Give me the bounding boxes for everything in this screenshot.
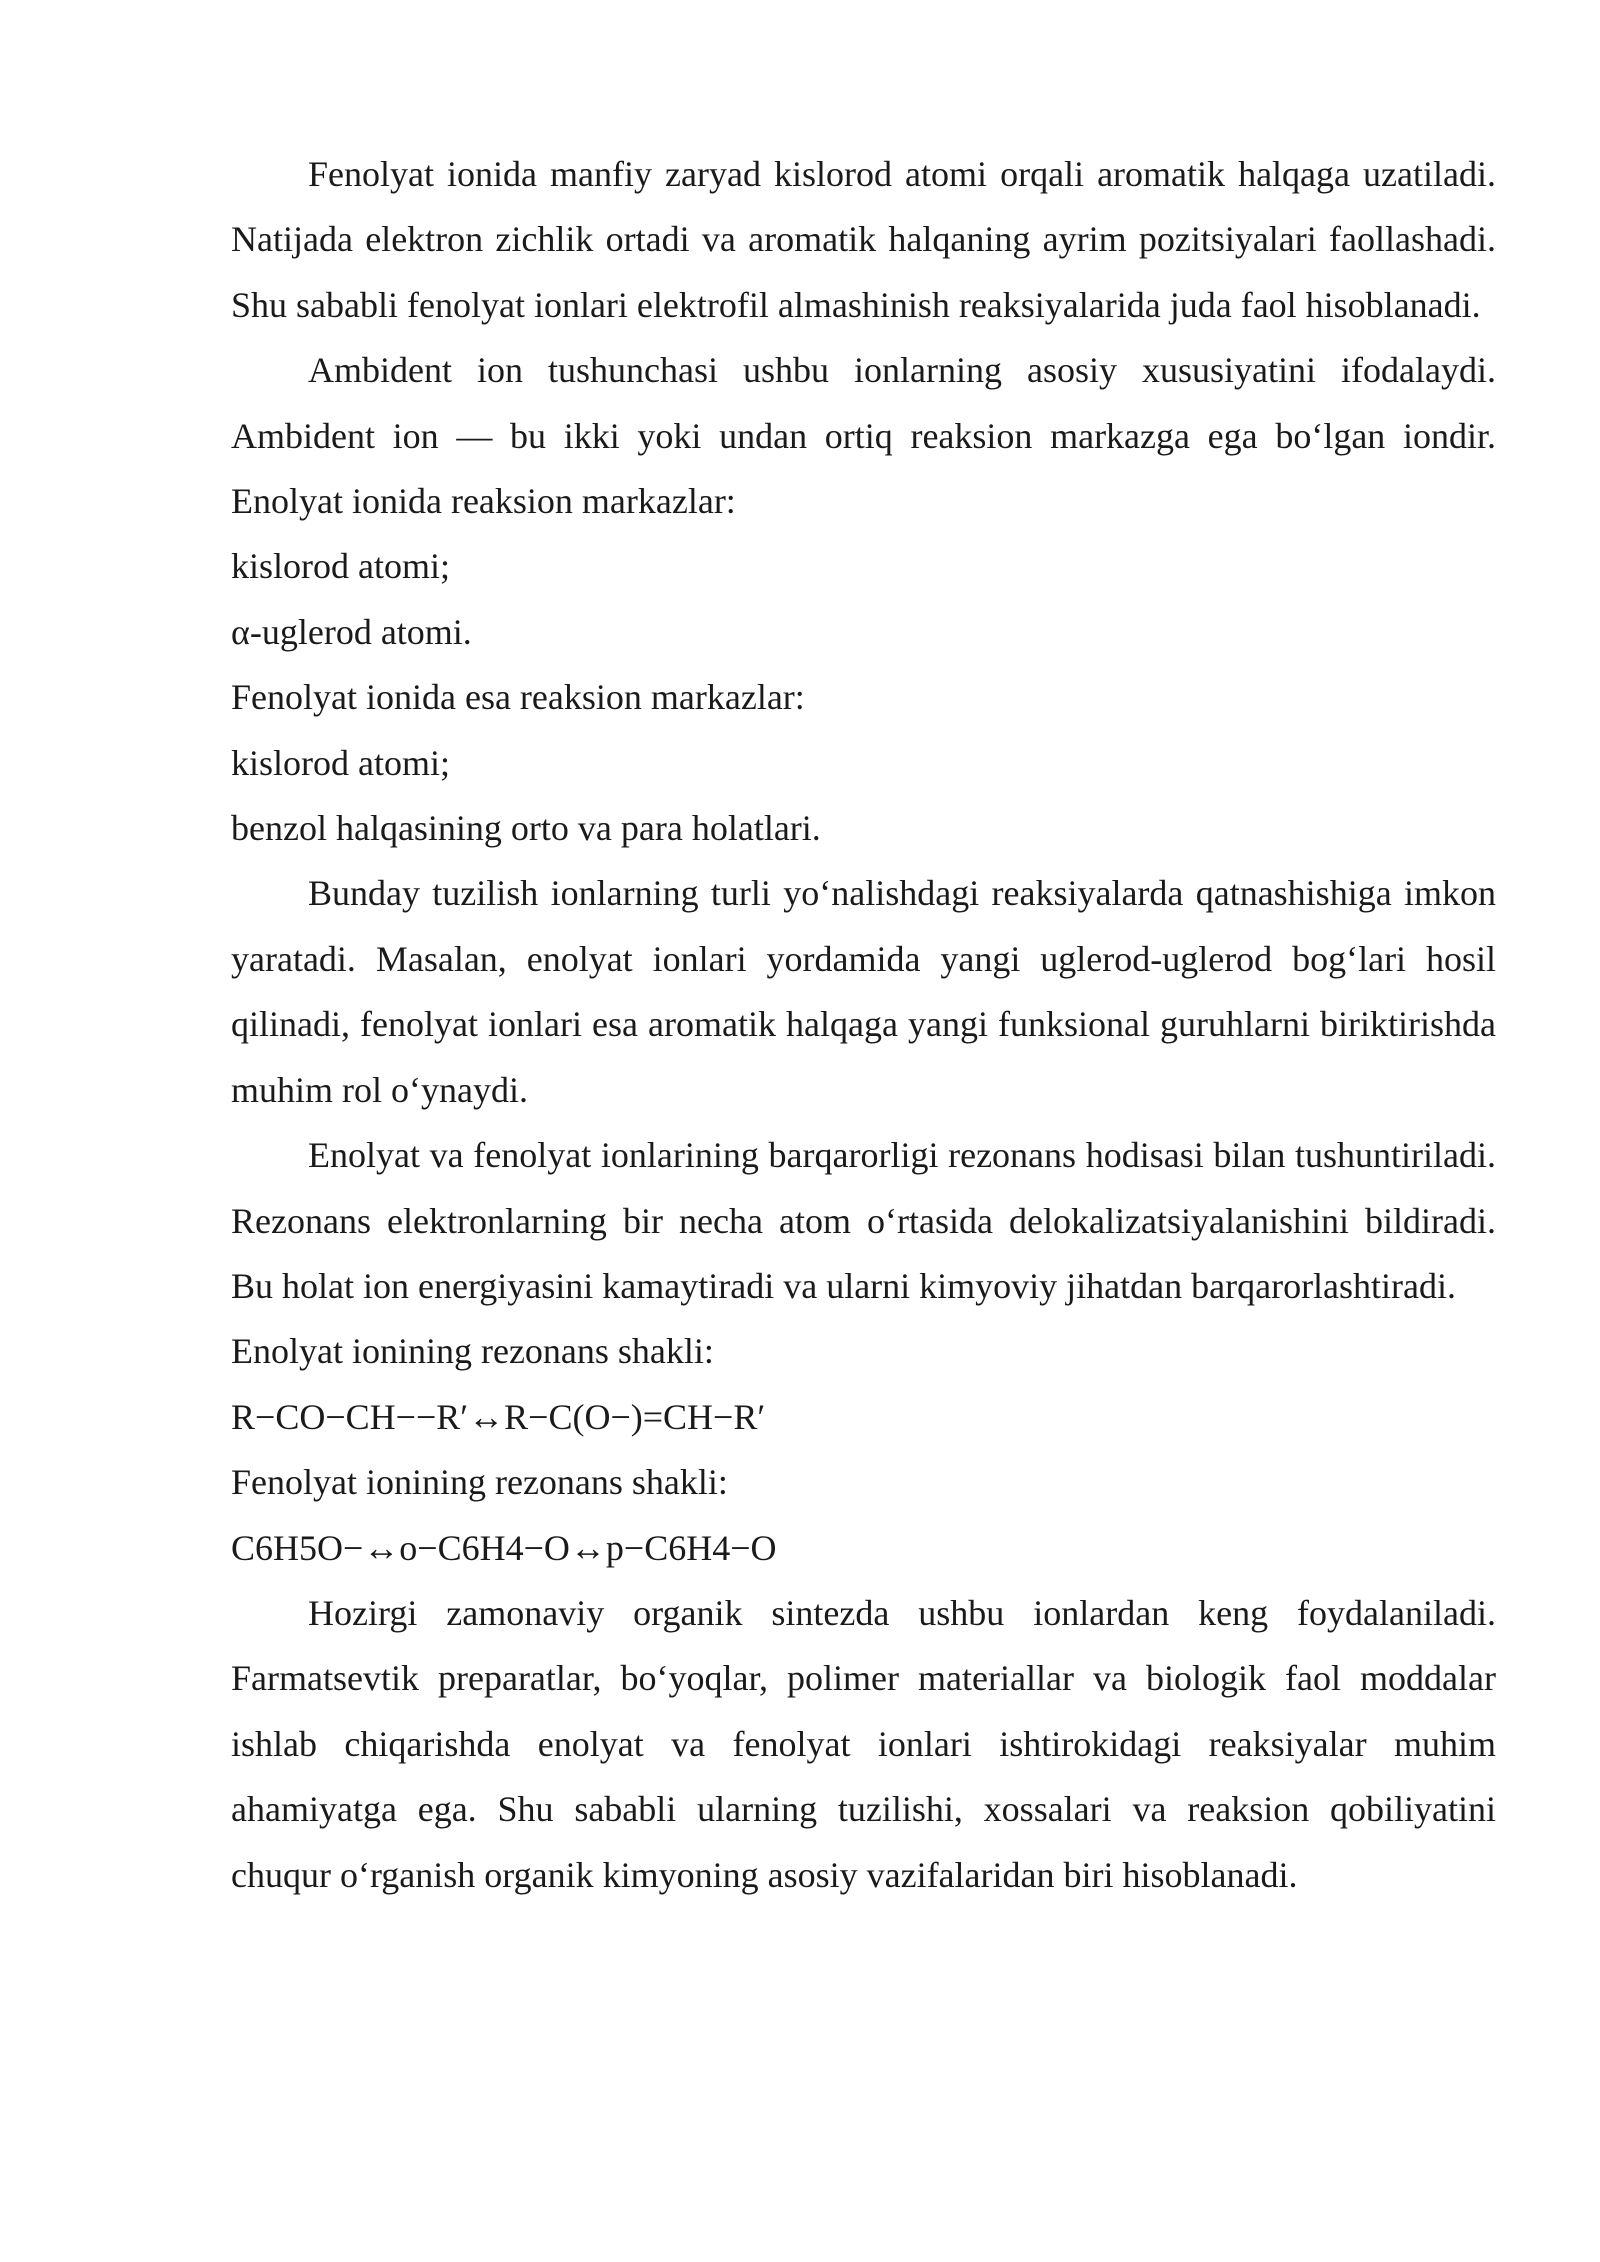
list-item-phenolate-ring: benzol halqasining orto va para holatlari. [231, 808, 821, 849]
document-page [231, 142, 1496, 1908]
list-item-enolate-alpha-carbon: α-uglerod atomi. [231, 611, 472, 652]
list-item-phenolate-oxygen: kislorod atomi; [231, 742, 450, 783]
paragraph-resonance-stability: Enolyat va fenolyat ionlarining barqarorligi rezonans hodisasi bilan tushuntiriladi. Rezonans elektronlarning bir necha atom o‘rtasida delokalizatsiyalanishini bildiradi. Bu holat ion energiyasini kamaytiradi va ularni kimyoviy jihatdan barqarorlashtiradi. [231, 1135, 1496, 1306]
paragraph-organic-synthesis: Hozirgi zamonaviy organik sintezda ushbu ionlardan keng foydalaniladi. Farmatsevtik preparatlar, bo‘yoqlar, polimer materiallar va biologik faol moddalar ishlab chiqarishda enolyat va fenolyat ionlari ishtirokidagi reaksiyalar muhim ahamiyatga ega. Shu sababli ularning tuzilishi, xossalari va reaksion qobiliyatini chuqur o‘rganish organik kimyoning asosiy vazifalaridan biri hisoblanadi. [231, 1592, 1496, 1895]
phenolate-centers-intro: Fenolyat ionida esa reaksion markazlar: [231, 677, 805, 718]
phenolate-resonance-label: Fenolyat ionining rezonans shakli: [231, 1462, 728, 1503]
list-item-enolate-oxygen: kislorod atomi; [231, 546, 450, 587]
paragraph-reaction-directions: Bunday tuzilish ionlarning turli yo‘nalishdagi reaksiyalarda qatnashishiga imkon yaratadi. Masalan, enolyat ionlari yordamida yangi uglerod-uglerod bog‘lari hosil qilinadi, fenolyat ionlari esa aromatik halqaga yangi funksional guruhlarni biriktirishda muhim rol o‘ynaydi. [231, 873, 1496, 1110]
phenolate-resonance-formula: C6H5O−↔o−C6H4−O↔p−C6H4−O [231, 1527, 777, 1568]
enolate-resonance-formula: R−CO−CH−−R′↔R−C(O−)=CH−R′ [231, 1396, 766, 1437]
paragraph-ambident-ion: Ambident ion tushunchasi ushbu ionlarning asosiy xususiyatini ifodalaydi. Ambident ion — bu ikki yoki undan ortiq reaksion markazga ega bo‘lgan iondir. Enolyat ionida reaksion markazlar: [231, 350, 1496, 522]
enolate-resonance-label: Enolyat ionining rezonans shakli: [231, 1331, 714, 1372]
paragraph-phenolate-charge: Fenolyat ionida manfiy zaryad kislorod atomi orqali aromatik halqaga uzatiladi. Natijada elektron zichlik ortadi va aromatik halqaning ayrim pozitsiyalari faollashadi. Shu sababli fenolyat ionlari elektrofil almashinish reaksiyalarida juda faol hisoblanadi. [231, 154, 1496, 325]
